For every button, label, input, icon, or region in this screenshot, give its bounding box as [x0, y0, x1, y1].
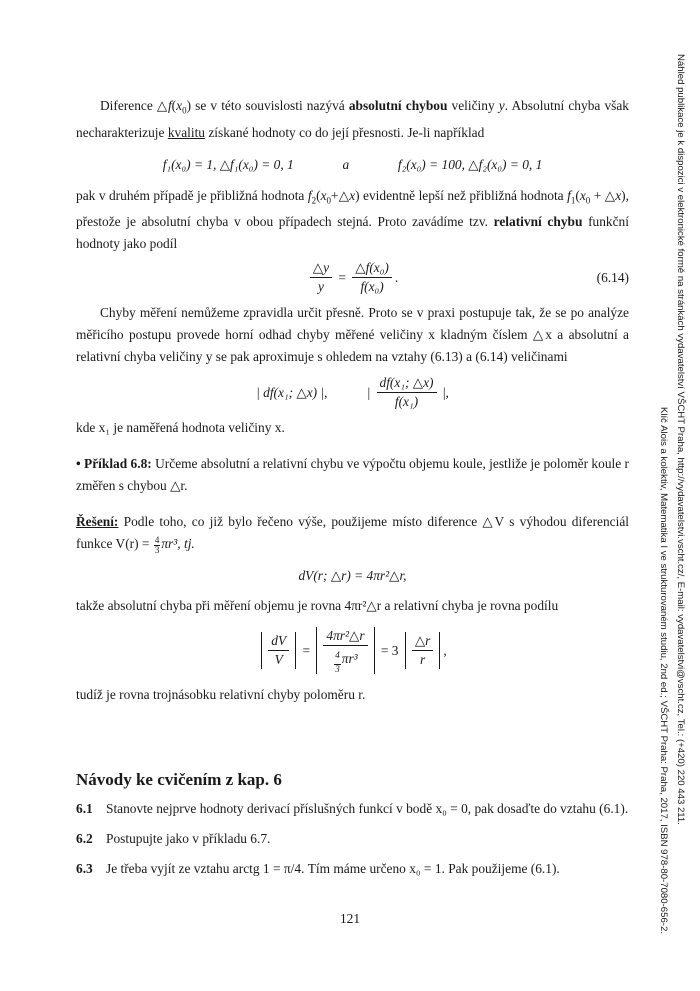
- paragraph-absolute-error: Diference $\triangle f(x_0)$ se v této souvislosti nazývá absolutní chybou veličiny y. Absolutní chyba však necharakterizuje kvalitu získané hodnoty co do její přesnosti. Je-li například: [76, 98, 629, 140]
- paragraph-relative-error: pak v druhém případě je přibližná hodnota $f_2(x_0+\triangle x)$ evidentně lepší než přibližná hodnota $f_1(x_0$ + △x), přestože je absolutní chyba v obou případech stejná. Proto zavádíme tzv. relativní chybu funkční hodnoty jako podíl: [76, 187, 629, 252]
- equation-example-values: f₁(x₀) = 1, △f₁(x₀) = 0, 1 a f₂(x₀) = 100, △f₂(x₀) = 0, 1: [162, 156, 543, 172]
- sidebar-line-1: Klíč Alois a kolektiv, Matematika I ve strukturovaném studiu, 2nd ed.; VŠCHT Praha: Praha, 2017, ISBN 978-80-7080-656-2.: [658, 406, 669, 934]
- paragraph-conclusion: tudíž je rovna trojnásobku relativní chyby poloměru r.: [76, 687, 366, 703]
- exercise-6-1: 6.1 Stanovte nejprve hodnoty derivací příslušných funkcí v bodě x₀ = 0, pak dosaďte do vztahu (6.1).: [76, 801, 629, 817]
- exercise-6-2: 6.2 Postupujte jako v příkladu 6.7.: [76, 831, 271, 847]
- section-heading: Návody ke cvičením z kap. 6: [76, 770, 282, 790]
- term-quality: kvalitu: [167, 124, 206, 140]
- page-number: 121: [339, 911, 361, 926]
- sidebar-line-2: Náhled publikace je k dispozici v elektronické formě na stránkách vydavatelství VŠCHT Praha, http://vydavatelstvi.vscht.cz/, E-mail: vydavatelstvi@vscht.cz, Tel.: (+420) 220 443 211.: [675, 54, 686, 825]
- sidebar-citation: [649, 54, 689, 934]
- equation-number: (6.14): [596, 269, 629, 285]
- equation-relative-volume-error: $\frac{dV}{V}$ = 4πr²△r $\frac{4}{3}$ πr³ = 3 $\frac{\triangle r}{r}$ ,: [76, 627, 629, 674]
- paragraph-measured-value: kde x₁ je naměřená hodnota veličiny x.: [76, 420, 285, 436]
- equation-error-estimates: | df(x₁; △x) |, | $\frac{\text{df(x₁; △x)}}{\text{f(x₁)}}$ |,: [256, 375, 449, 410]
- exercise-6-3: 6.3 Je třeba vyjít ze vztahu arctg 1 = π/4. Tím máme určeno x₀ = 1. Pak použijeme (6.1).: [76, 861, 560, 877]
- term-absolute-error: absolutní chybou: [348, 98, 448, 113]
- page-content: [76, 95, 629, 880]
- equation-6-14: $\frac{\triangle y}{y}$ = $\frac{\text{△f(x₀)}}{\text{f(x₀)}}$ . (6.14): [76, 259, 629, 296]
- example-6-8: • Příklad 6.8: Určeme absolutní a relativní chybu ve výpočtu objemu koule, jestliže je poloměr koule r změřen s chybou △r.: [76, 456, 630, 494]
- paragraph-absolute-volume-error: takže absolutní chyba při měření objemu je rovna 4πr²△r a relativní chyba je rovna podílu: [76, 598, 559, 614]
- paragraph-measurement-errors: Chyby měření nemůžeme zpravidla určit přesně. Proto se v praxi postupuje tak, že se po analýze měřicího postupu provede horní odhad chyby měřené veličiny x kladným číslem △x a absolutní a relativní chyba veličiny y se pak aproximuje s ohledem na vztahy (6.13) a (6.14) veličinami: [76, 305, 629, 365]
- term-relative-error: relativní chybu: [493, 214, 583, 230]
- example-label: • Příklad 6.8:: [76, 456, 152, 472]
- equation-volume-differential: dV(r; △r) = 4πr²△r,: [298, 568, 407, 584]
- solution-paragraph: Řešení: Podle toho, co již bylo řečeno výše, použijeme místo diference △V s výhodou diferenciál funkce V(r) = $\frac{4}{3}$ πr³, tj.: [76, 514, 629, 555]
- solution-label: Řešení:: [76, 514, 119, 530]
